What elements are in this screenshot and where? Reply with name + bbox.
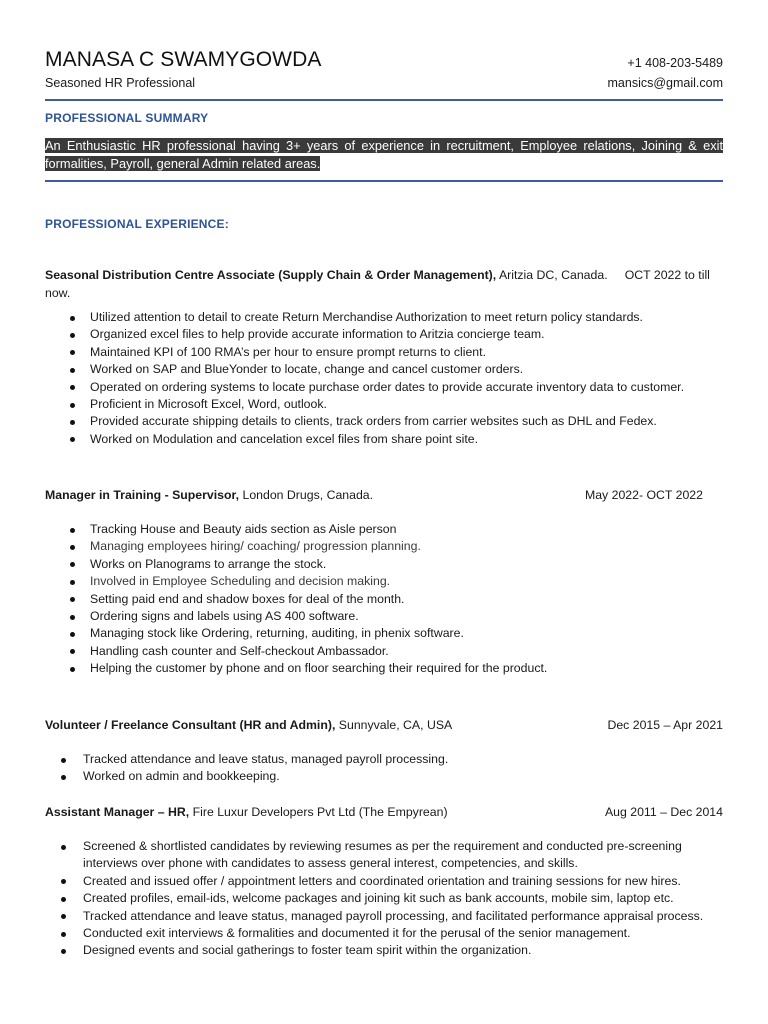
list-item: Organized excel files to help provide accurate information to Aritzia concierge team. [45,326,723,343]
list-item: Maintained KPI of 100 RMA’s per hour to ensure prompt returns to client. [45,344,723,361]
job-duties-list [45,751,723,786]
job-dates: Dec 2015 – Apr 2021 [607,718,723,732]
job-entry-london-drugs [45,486,723,678]
job-title: Manager in Training - Supervisor, [45,488,240,502]
list-item: Proficient in Microsoft Excel, Word, outlook. [45,396,723,413]
list-item: Utilized attention to detail to create Return Merchandise Authorization to meet return policy standards. [45,309,723,326]
list-item: Ordering signs and labels using AS 400 software. [45,608,723,625]
job-header [45,266,723,302]
job-employer: Sunnyvale, CA, USA [335,718,453,732]
job-duties-list [45,521,723,678]
list-item: Worked on SAP and BlueYonder to locate, change and cancel customer orders. [45,361,723,378]
summary-heading: PROFESSIONAL SUMMARY [45,111,209,125]
job-title: Seasonal Distribution Centre Associate (Supply Chain & Order Management), [45,268,497,282]
header-divider [45,99,723,101]
list-item: Handling cash counter and Self-checkout Ambassador. [45,643,723,660]
list-item: Tracking House and Beauty aids section as Aisle person [45,521,723,538]
list-item: Works on Planograms to arrange the stock. [45,556,723,573]
job-title: Volunteer / Freelance Consultant (HR and Admin), [45,718,336,732]
list-item: Tracked attendance and leave status, managed payroll processing. [45,751,723,768]
summary-divider [45,180,723,182]
job-dates: OCT 2022 to till now. [45,268,710,300]
candidate-headline: Seasoned HR Professional [45,76,196,90]
job-employer: Aritzia DC, Canada. [496,268,608,282]
job-entry-aritzia [45,266,723,448]
list-item: Helping the customer by phone and on floor searching their required for the product. [45,660,723,677]
job-duties-list [45,838,723,960]
list-item: Tracked attendance and leave status, managed payroll processing, and facilitated performance appraisal process. [45,908,723,925]
job-title: Assistant Manager – HR, [45,805,190,819]
list-item: Managing stock like Ordering, returning, auditing, in phenix software. [45,625,723,642]
summary-highlighted-text: An Enthusiastic HR professional having 3+ years of experience in recruitment, Employee relations, Joining & exit formalities, Payroll, general Admin related areas. [45,138,723,171]
list-item: Provided accurate shipping details to clients, track orders from carrier websites such as DHL and Fedex. [45,413,723,430]
summary-text [45,137,723,173]
candidate-name: MANASA C SWAMYGOWDA [45,48,322,71]
job-header [45,486,723,504]
list-item: Screened & shortlisted candidates by reviewing resumes as per the requirement and conducted pre-screening interviews over phone with candidates to assess general interest, competencies, and skills. [45,838,723,873]
list-item: Created and issued offer / appointment letters and coordinated orientation and training sessions for new hires. [45,873,723,890]
list-item: Worked on Modulation and cancelation excel files from share point site. [45,431,723,448]
phone-number: +1 408-203-5489 [627,56,723,70]
list-item: Operated on ordering systems to locate purchase order dates to provide accurate inventory data to customer. [45,379,723,396]
list-item: Created profiles, email-ids, welcome packages and joining kit such as bank accounts, mobile sim, laptop etc. [45,890,723,907]
list-item: Involved in Employee Scheduling and decision making. [45,573,723,590]
list-item: Setting paid end and shadow boxes for deal of the month. [45,591,723,608]
job-employer: Fire Luxur Developers Pvt Ltd (The Empyrean) [189,805,448,819]
job-header [45,803,723,821]
list-item: Conducted exit interviews & formalities and documented it for the perusal of the senior management. [45,925,723,942]
experience-heading: PROFESSIONAL EXPERIENCE: [45,217,229,231]
email-address: mansics@gmail.com [607,76,723,90]
job-dates: Aug 2011 – Dec 2014 [604,805,723,819]
job-dates: May 2022- OCT 2022 [584,488,703,502]
resume-header [45,48,723,98]
list-item: Worked on admin and bookkeeping. [45,768,723,785]
job-duties-list [45,309,723,448]
job-entry-volunteer [45,716,723,786]
job-employer: London Drugs, Canada. [239,488,374,502]
list-item: Designed events and social gatherings to foster team spirit within the organization. [45,942,723,959]
list-item: Managing employees hiring/ coaching/ progression planning. [45,538,723,555]
job-header [45,716,723,734]
resume-page [45,0,723,1024]
job-entry-fire-luxur [45,803,723,960]
